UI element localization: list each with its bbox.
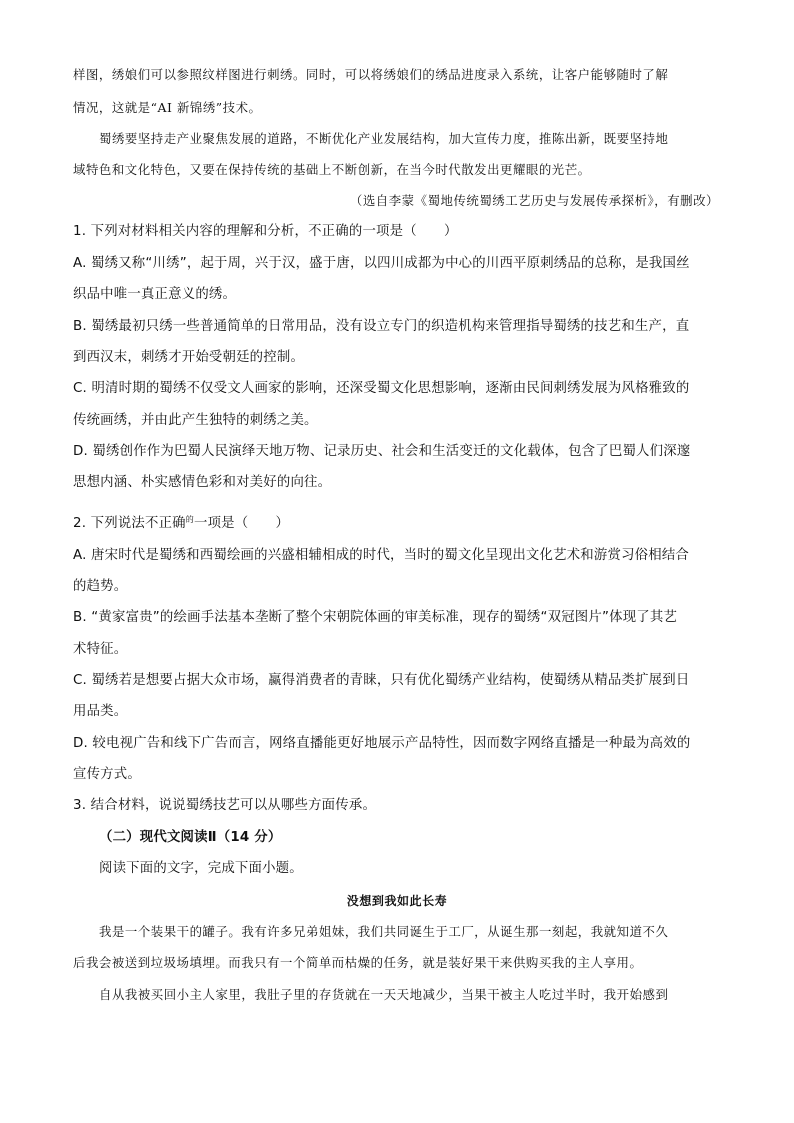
- source-citation: （选自李蒙《蜀地传统蜀绣工艺历史与发展传承探析》，有删改）: [349, 193, 719, 208]
- section-2-heading: （二）现代文阅读Ⅱ（14 分）: [99, 830, 282, 845]
- question-2-stem-end: 一项是（ ）: [193, 516, 290, 531]
- question-2-option-c-line-1: C. 蜀绣若是想要占据大众市场，赢得消费者的青睐，只有优化蜀绣产业结构，使蜀绣从精品类扩展到日: [73, 673, 690, 688]
- question-2-option-d-line-2: 宣传方式。: [73, 767, 141, 782]
- question-1-option-d-line-2: 思想内涵、朴实感情色彩和对美好的向往。: [73, 475, 332, 490]
- question-2-option-b-line-1: B. “黄家富贵”的绘画手法基本垄断了整个宋朝院体画的审美标准，现存的蜀绣“双冠图片”体现了其艺: [73, 610, 678, 625]
- question-2-option-a-line-1: A. 唐宋时代是蜀绣和西蜀绘画的兴盛相辅相成的时代，当时的蜀文化呈现出文化艺术和游赏习俗相结合: [73, 548, 690, 563]
- question-2-option-c-line-2: 用品类。: [73, 704, 128, 719]
- passage-line-4: 域特色和文化特色，又要在保持传统的基础上不断创新，在当今时代散发出更耀眼的光芒。: [73, 162, 591, 177]
- section-2-instruction: 阅读下面的文字，完成下面小题。: [99, 861, 303, 876]
- passage-line-3: 蜀绣要坚持走产业聚焦发展的道路，不断优化产业发展结构，加大宣传力度，推陈出新，既要坚持地: [99, 131, 669, 146]
- question-2-stem-mark: 的: [185, 515, 194, 524]
- question-1-option-b-line-1: B. 蜀绣最初只绣一些普通简单的日常用品，没有设立专门的织造机构来管理指导蜀绣的技艺和生产，直: [73, 319, 690, 334]
- story-line-3: 自从我被买回小主人家里，我肚子里的存货就在一天天地减少，当果干被主人吃过半时，我开始感到: [99, 987, 669, 1002]
- story-line-1: 我是一个装果干的罐子。我有许多兄弟姐妹，我们共同诞生于工厂，从诞生那一刻起，我就知道不久: [99, 924, 669, 939]
- story-title: 没想到我如此长寿: [346, 894, 448, 908]
- question-2-option-a-line-2: 的趋势。: [73, 579, 128, 594]
- story-line-2: 后我会被送到垃圾场填埋。而我只有一个简单而枯燥的任务，就是装好果干来供购买我的主人享用。: [73, 955, 643, 970]
- question-1-option-b-line-2: 到西汉末，刺绣才开始受朝廷的控制。: [73, 350, 305, 365]
- question-1-stem: 1. 下列对材料相关内容的理解和分析，不正确的一项是（ ）: [73, 224, 458, 239]
- question-1-option-c-line-1: C. 明清时期的蜀绣不仅受文人画家的影响，还深受蜀文化思想影响，逐渐由民间刺绣发展为风格雅致的: [73, 381, 690, 396]
- question-1-option-d-line-1: D. 蜀绣创作作为巴蜀人民演绎天地万物、记录历史、社会和生活变迁的文化载体，包含了巴蜀人们深邃: [73, 444, 691, 459]
- question-3-stem: 3. 结合材料，说说蜀绣技艺可以从哪些方面传承。: [73, 798, 377, 813]
- question-2-stem-start: 2. 下列说法不正确: [73, 516, 186, 531]
- question-1-option-c-line-2: 传统画绣，并由此产生独特的刺绣之美。: [73, 413, 318, 428]
- question-1-option-a-line-2: 织品中唯一真正意义的绣。: [73, 287, 237, 302]
- question-2-option-b-line-2: 术特征。: [73, 642, 128, 657]
- passage-line-1: 样图，绣娘们可以参照纹样图进行刺绣。同时，可以将绣娘们的绣品进度录入系统，让客户能够随时了解: [73, 67, 669, 82]
- question-2-option-d-line-1: D. 较电视广告和线下广告而言，网络直播能更好地展示产品特性，因而数字网络直播是一种最为高效的: [73, 736, 691, 751]
- passage-line-2: 情况，这就是“AI 新锦绣”技术。: [73, 100, 262, 115]
- question-2-stem: [73, 510, 723, 534]
- question-1-option-a-line-1: A. 蜀绣又称“川绣”，起于周，兴于汉，盛于唐，以四川成都为中心的川西平原刺绣品的总称，是我国丝: [73, 256, 690, 271]
